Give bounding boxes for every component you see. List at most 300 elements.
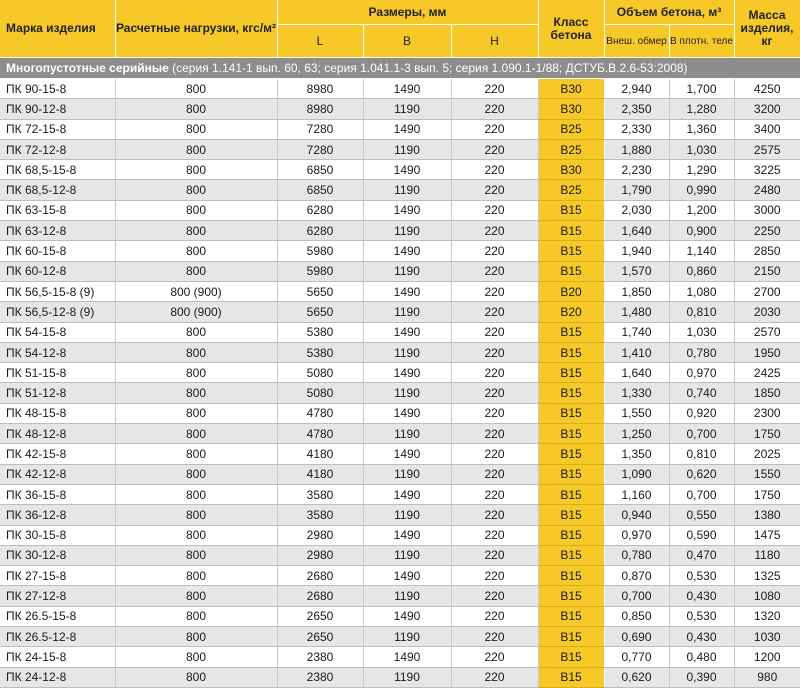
cell-height: 220 <box>451 302 538 322</box>
cell-width: 1190 <box>363 505 451 525</box>
cell-load: 800 <box>115 627 277 647</box>
cell-vol-body: 1,200 <box>669 200 734 220</box>
cell-vol-outer: 0,940 <box>604 505 669 525</box>
cell-height: 220 <box>451 667 538 687</box>
header-l: L <box>277 25 363 58</box>
cell-mark: ПК 27-12-8 <box>0 586 115 606</box>
cell-load: 800 (900) <box>115 302 277 322</box>
cell-mark: ПК 54-12-8 <box>0 342 115 362</box>
cell-load: 800 <box>115 342 277 362</box>
cell-width: 1490 <box>363 363 451 383</box>
cell-mark: ПК 24-15-8 <box>0 647 115 667</box>
table-row <box>0 606 800 626</box>
cell-class: B15 <box>538 322 604 342</box>
cell-width: 1190 <box>363 302 451 322</box>
cell-vol-body: 1,030 <box>669 139 734 159</box>
cell-length: 7280 <box>277 139 363 159</box>
table-row <box>0 200 800 220</box>
cell-class: B15 <box>538 424 604 444</box>
cell-vol-body: 0,620 <box>669 464 734 484</box>
cell-height: 220 <box>451 322 538 342</box>
cell-vol-outer: 1,570 <box>604 261 669 281</box>
header-mass: Масса изделия, кг <box>734 0 800 58</box>
cell-vol-outer: 1,740 <box>604 322 669 342</box>
cell-class: B15 <box>538 627 604 647</box>
cell-height: 220 <box>451 505 538 525</box>
cell-load: 800 <box>115 484 277 504</box>
cell-load: 800 <box>115 383 277 403</box>
header-vol-body: В плотн. теле <box>669 25 734 58</box>
cell-length: 6850 <box>277 180 363 200</box>
cell-length: 8980 <box>277 99 363 119</box>
cell-vol-outer: 0,620 <box>604 667 669 687</box>
cell-height: 220 <box>451 444 538 464</box>
cell-vol-body: 1,080 <box>669 281 734 301</box>
cell-mass: 2250 <box>734 221 800 241</box>
cell-vol-body: 0,810 <box>669 444 734 464</box>
cell-mass: 1200 <box>734 647 800 667</box>
table-row <box>0 79 800 99</box>
table-row <box>0 566 800 586</box>
cell-mark: ПК 56,5-15-8 (9) <box>0 281 115 301</box>
cell-vol-outer: 0,700 <box>604 586 669 606</box>
cell-width: 1490 <box>363 647 451 667</box>
cell-mark: ПК 24-12-8 <box>0 667 115 687</box>
table-row <box>0 302 800 322</box>
cell-width: 1190 <box>363 667 451 687</box>
cell-vol-body: 0,430 <box>669 586 734 606</box>
cell-length: 6850 <box>277 160 363 180</box>
cell-class: B15 <box>538 241 604 261</box>
cell-height: 220 <box>451 424 538 444</box>
cell-vol-outer: 1,940 <box>604 241 669 261</box>
cell-mark: ПК 54-15-8 <box>0 322 115 342</box>
cell-width: 1190 <box>363 586 451 606</box>
cell-vol-body: 0,780 <box>669 342 734 362</box>
cell-mass: 980 <box>734 667 800 687</box>
section-subtitle: (серия 1.141-1 вып. 60, 63; серия 1.041.1-3 вып. 5; серия 1.090.1-1/88; ДСТУБ.В.2.6-53:2008) <box>168 61 688 75</box>
cell-vol-body: 1,140 <box>669 241 734 261</box>
cell-class: B15 <box>538 200 604 220</box>
table-row <box>0 241 800 261</box>
cell-mark: ПК 30-12-8 <box>0 545 115 565</box>
header-class: Класс бетона <box>538 0 604 58</box>
header-volume: Объем бетона, м³ <box>604 0 734 25</box>
header-b: B <box>363 25 451 58</box>
table-row <box>0 464 800 484</box>
cell-mass: 2850 <box>734 241 800 261</box>
table-row <box>0 363 800 383</box>
cell-vol-body: 0,480 <box>669 647 734 667</box>
header-h: H <box>451 25 538 58</box>
cell-load: 800 <box>115 160 277 180</box>
table-row <box>0 383 800 403</box>
cell-mass: 2425 <box>734 363 800 383</box>
cell-length: 2650 <box>277 606 363 626</box>
cell-mass: 1380 <box>734 505 800 525</box>
cell-load: 800 <box>115 363 277 383</box>
cell-vol-outer: 2,230 <box>604 160 669 180</box>
cell-mass: 3225 <box>734 160 800 180</box>
cell-width: 1190 <box>363 627 451 647</box>
cell-length: 5650 <box>277 302 363 322</box>
cell-mass: 3200 <box>734 99 800 119</box>
cell-load: 800 <box>115 647 277 667</box>
table-row <box>0 586 800 606</box>
cell-height: 220 <box>451 180 538 200</box>
cell-load: 800 <box>115 139 277 159</box>
cell-length: 5380 <box>277 322 363 342</box>
cell-vol-body: 0,430 <box>669 627 734 647</box>
cell-mark: ПК 68,5-12-8 <box>0 180 115 200</box>
section-caption <box>0 58 800 79</box>
cell-mass: 1550 <box>734 464 800 484</box>
cell-vol-body: 0,470 <box>669 545 734 565</box>
cell-height: 220 <box>451 464 538 484</box>
cell-length: 5380 <box>277 342 363 362</box>
table-row <box>0 281 800 301</box>
cell-mass: 2570 <box>734 322 800 342</box>
cell-mark: ПК 36-12-8 <box>0 505 115 525</box>
cell-vol-body: 1,360 <box>669 119 734 139</box>
table-row <box>0 180 800 200</box>
cell-vol-outer: 1,090 <box>604 464 669 484</box>
cell-mark: ПК 51-15-8 <box>0 363 115 383</box>
cell-vol-body: 1,700 <box>669 79 734 99</box>
cell-vol-body: 1,290 <box>669 160 734 180</box>
cell-length: 3580 <box>277 505 363 525</box>
cell-mark: ПК 30-15-8 <box>0 525 115 545</box>
cell-height: 220 <box>451 627 538 647</box>
cell-length: 5980 <box>277 241 363 261</box>
table-row <box>0 545 800 565</box>
cell-class: B15 <box>538 464 604 484</box>
table-row <box>0 627 800 647</box>
cell-mark: ПК 72-15-8 <box>0 119 115 139</box>
header-mark: Марка изделия <box>0 0 115 58</box>
cell-width: 1490 <box>363 566 451 586</box>
cell-vol-body: 0,920 <box>669 403 734 423</box>
cell-vol-outer: 2,940 <box>604 79 669 99</box>
cell-mark: ПК 60-12-8 <box>0 261 115 281</box>
table-row <box>0 505 800 525</box>
cell-length: 5080 <box>277 363 363 383</box>
cell-vol-outer: 0,850 <box>604 606 669 626</box>
cell-width: 1190 <box>363 342 451 362</box>
table-row <box>0 424 800 444</box>
cell-mark: ПК 26.5-12-8 <box>0 627 115 647</box>
cell-class: B15 <box>538 444 604 464</box>
cell-length: 3580 <box>277 484 363 504</box>
cell-class: B15 <box>538 505 604 525</box>
cell-length: 2380 <box>277 647 363 667</box>
cell-mark: ПК 68,5-15-8 <box>0 160 115 180</box>
header-dims: Размеры, мм <box>277 0 538 25</box>
header-load: Расчетные нагрузки, кгс/м² <box>115 0 277 58</box>
cell-height: 220 <box>451 79 538 99</box>
cell-width: 1190 <box>363 464 451 484</box>
cell-width: 1490 <box>363 484 451 504</box>
cell-vol-outer: 0,770 <box>604 647 669 667</box>
cell-vol-body: 0,700 <box>669 424 734 444</box>
table-row <box>0 119 800 139</box>
cell-mark: ПК 26.5-15-8 <box>0 606 115 626</box>
cell-vol-outer: 1,410 <box>604 342 669 362</box>
cell-width: 1190 <box>363 99 451 119</box>
cell-width: 1190 <box>363 424 451 444</box>
cell-height: 220 <box>451 566 538 586</box>
cell-length: 6280 <box>277 221 363 241</box>
table-row <box>0 139 800 159</box>
cell-vol-outer: 1,640 <box>604 221 669 241</box>
cell-length: 5080 <box>277 383 363 403</box>
cell-vol-body: 1,030 <box>669 322 734 342</box>
cell-mass: 1325 <box>734 566 800 586</box>
cell-mass: 2700 <box>734 281 800 301</box>
cell-height: 220 <box>451 160 538 180</box>
cell-vol-outer: 1,850 <box>604 281 669 301</box>
cell-length: 8980 <box>277 79 363 99</box>
table-row <box>0 261 800 281</box>
cell-class: B25 <box>538 119 604 139</box>
cell-class: B30 <box>538 160 604 180</box>
header-row-main <box>0 0 800 25</box>
cell-mass: 1475 <box>734 525 800 545</box>
cell-class: B20 <box>538 302 604 322</box>
cell-vol-outer: 1,160 <box>604 484 669 504</box>
cell-load: 800 <box>115 424 277 444</box>
cell-length: 2680 <box>277 586 363 606</box>
cell-length: 4180 <box>277 464 363 484</box>
cell-mass: 1950 <box>734 342 800 362</box>
cell-mark: ПК 60-15-8 <box>0 241 115 261</box>
cell-width: 1490 <box>363 444 451 464</box>
cell-mass: 1750 <box>734 424 800 444</box>
cell-vol-body: 1,280 <box>669 99 734 119</box>
cell-vol-outer: 1,640 <box>604 363 669 383</box>
cell-mass: 2575 <box>734 139 800 159</box>
table-row <box>0 342 800 362</box>
cell-load: 800 <box>115 505 277 525</box>
cell-class: B15 <box>538 261 604 281</box>
cell-width: 1490 <box>363 241 451 261</box>
table-row <box>0 99 800 119</box>
cell-mark: ПК 63-12-8 <box>0 221 115 241</box>
cell-vol-outer: 1,480 <box>604 302 669 322</box>
table-row <box>0 160 800 180</box>
cell-load: 800 <box>115 667 277 687</box>
cell-vol-body: 0,700 <box>669 484 734 504</box>
cell-length: 4780 <box>277 424 363 444</box>
cell-width: 1190 <box>363 261 451 281</box>
cell-mass: 2025 <box>734 444 800 464</box>
cell-load: 800 <box>115 403 277 423</box>
cell-class: B30 <box>538 79 604 99</box>
cell-height: 220 <box>451 383 538 403</box>
section-title: Многопустотные серийные <box>6 61 169 75</box>
cell-vol-outer: 0,970 <box>604 525 669 545</box>
cell-mark: ПК 63-15-8 <box>0 200 115 220</box>
cell-class: B20 <box>538 281 604 301</box>
cell-mass: 2480 <box>734 180 800 200</box>
cell-width: 1490 <box>363 403 451 423</box>
cell-mass: 2150 <box>734 261 800 281</box>
cell-length: 6280 <box>277 200 363 220</box>
cell-load: 800 <box>115 586 277 606</box>
cell-height: 220 <box>451 119 538 139</box>
cell-length: 4180 <box>277 444 363 464</box>
cell-class: B15 <box>538 667 604 687</box>
cell-vol-outer: 1,350 <box>604 444 669 464</box>
cell-mass: 1080 <box>734 586 800 606</box>
cell-class: B15 <box>538 586 604 606</box>
cell-load: 800 <box>115 606 277 626</box>
cell-load: 800 <box>115 322 277 342</box>
cell-vol-outer: 0,870 <box>604 566 669 586</box>
cell-load: 800 <box>115 221 277 241</box>
cell-class: B15 <box>538 647 604 667</box>
cell-vol-outer: 2,330 <box>604 119 669 139</box>
cell-vol-body: 0,990 <box>669 180 734 200</box>
cell-class: B15 <box>538 566 604 586</box>
cell-class: B25 <box>538 139 604 159</box>
cell-class: B25 <box>538 180 604 200</box>
table-row <box>0 647 800 667</box>
cell-class: B15 <box>538 383 604 403</box>
cell-vol-outer: 1,250 <box>604 424 669 444</box>
cell-class: B15 <box>538 484 604 504</box>
cell-mass: 1030 <box>734 627 800 647</box>
cell-load: 800 <box>115 444 277 464</box>
cell-height: 220 <box>451 200 538 220</box>
cell-vol-outer: 1,330 <box>604 383 669 403</box>
cell-mass: 1180 <box>734 545 800 565</box>
cell-mass: 3000 <box>734 200 800 220</box>
cell-vol-outer: 0,780 <box>604 545 669 565</box>
cell-width: 1190 <box>363 383 451 403</box>
cell-height: 220 <box>451 606 538 626</box>
cell-load: 800 <box>115 464 277 484</box>
cell-height: 220 <box>451 241 538 261</box>
cell-width: 1490 <box>363 200 451 220</box>
cell-load: 800 (900) <box>115 281 277 301</box>
cell-mass: 1750 <box>734 484 800 504</box>
cell-load: 800 <box>115 119 277 139</box>
table-row <box>0 444 800 464</box>
cell-class: B15 <box>538 363 604 383</box>
cell-vol-body: 0,530 <box>669 566 734 586</box>
cell-length: 4780 <box>277 403 363 423</box>
cell-length: 2650 <box>277 627 363 647</box>
cell-class: B15 <box>538 525 604 545</box>
cell-load: 800 <box>115 525 277 545</box>
cell-height: 220 <box>451 545 538 565</box>
cell-width: 1490 <box>363 119 451 139</box>
header-vol-outer: Внеш. обмер <box>604 25 669 58</box>
cell-width: 1490 <box>363 281 451 301</box>
cell-vol-outer: 1,550 <box>604 403 669 423</box>
cell-mass: 3400 <box>734 119 800 139</box>
cell-mark: ПК 90-12-8 <box>0 99 115 119</box>
cell-vol-body: 0,810 <box>669 302 734 322</box>
cell-mark: ПК 56,5-12-8 (9) <box>0 302 115 322</box>
cell-height: 220 <box>451 403 538 423</box>
cell-length: 2380 <box>277 667 363 687</box>
cell-load: 800 <box>115 261 277 281</box>
cell-width: 1490 <box>363 525 451 545</box>
cell-length: 2980 <box>277 525 363 545</box>
cell-height: 220 <box>451 647 538 667</box>
cell-width: 1190 <box>363 221 451 241</box>
cell-mass: 4250 <box>734 79 800 99</box>
cell-height: 220 <box>451 139 538 159</box>
cell-mark: ПК 42-12-8 <box>0 464 115 484</box>
cell-vol-outer: 1,790 <box>604 180 669 200</box>
cell-vol-body: 0,390 <box>669 667 734 687</box>
cell-vol-outer: 0,690 <box>604 627 669 647</box>
cell-mark: ПК 48-15-8 <box>0 403 115 423</box>
cell-vol-body: 0,590 <box>669 525 734 545</box>
cell-vol-body: 0,550 <box>669 505 734 525</box>
cell-load: 800 <box>115 241 277 261</box>
cell-load: 800 <box>115 200 277 220</box>
cell-height: 220 <box>451 586 538 606</box>
cell-vol-body: 0,530 <box>669 606 734 626</box>
cell-class: B15 <box>538 403 604 423</box>
cell-height: 220 <box>451 221 538 241</box>
cell-load: 800 <box>115 545 277 565</box>
cell-vol-outer: 2,350 <box>604 99 669 119</box>
cell-length: 2980 <box>277 545 363 565</box>
cell-vol-outer: 1,880 <box>604 139 669 159</box>
cell-vol-body: 0,740 <box>669 383 734 403</box>
cell-width: 1490 <box>363 606 451 626</box>
cell-height: 220 <box>451 281 538 301</box>
cell-vol-body: 0,970 <box>669 363 734 383</box>
table-row <box>0 221 800 241</box>
cell-height: 220 <box>451 342 538 362</box>
cell-length: 5650 <box>277 281 363 301</box>
cell-load: 800 <box>115 79 277 99</box>
table-row <box>0 322 800 342</box>
table-row <box>0 403 800 423</box>
cell-class: B30 <box>538 99 604 119</box>
cell-mark: ПК 42-15-8 <box>0 444 115 464</box>
cell-class: B15 <box>538 606 604 626</box>
cell-mark: ПК 27-15-8 <box>0 566 115 586</box>
section-row <box>0 58 800 79</box>
cell-load: 800 <box>115 180 277 200</box>
cell-height: 220 <box>451 525 538 545</box>
table-row <box>0 525 800 545</box>
cell-load: 800 <box>115 99 277 119</box>
cell-length: 7280 <box>277 119 363 139</box>
cell-height: 220 <box>451 363 538 383</box>
table-body <box>0 79 800 688</box>
cell-mass: 2030 <box>734 302 800 322</box>
cell-height: 220 <box>451 484 538 504</box>
cell-mark: ПК 36-15-8 <box>0 484 115 504</box>
table-row <box>0 484 800 504</box>
cell-width: 1490 <box>363 322 451 342</box>
cell-width: 1190 <box>363 180 451 200</box>
cell-height: 220 <box>451 99 538 119</box>
cell-mass: 2300 <box>734 403 800 423</box>
cell-mass: 1850 <box>734 383 800 403</box>
cell-width: 1190 <box>363 139 451 159</box>
cell-class: B15 <box>538 342 604 362</box>
cell-width: 1490 <box>363 79 451 99</box>
